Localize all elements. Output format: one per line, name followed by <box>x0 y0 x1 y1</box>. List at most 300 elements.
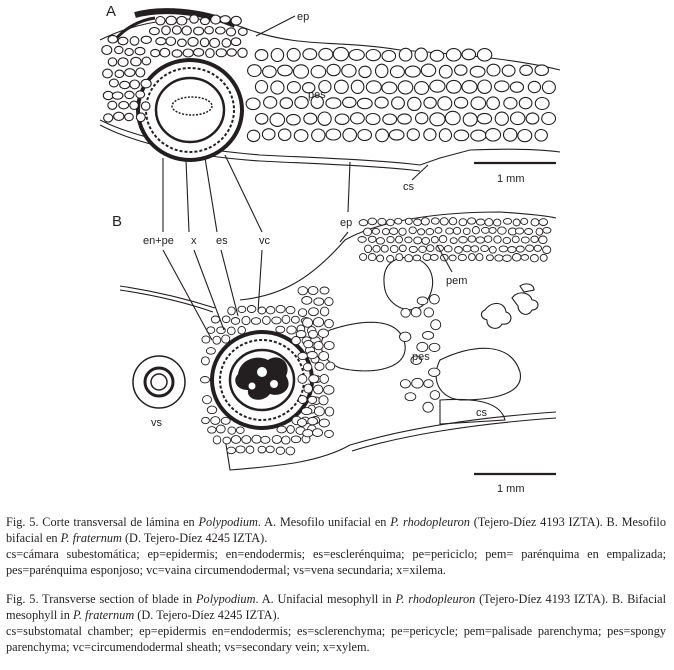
plant-cell <box>211 316 219 323</box>
plant-cell <box>476 237 484 243</box>
plant-cell <box>398 114 412 124</box>
plant-cell <box>160 48 170 57</box>
plant-cell <box>298 375 307 384</box>
plant-cell <box>454 130 469 141</box>
plant-cell <box>222 316 230 323</box>
plant-cell <box>489 227 496 233</box>
plant-cell <box>516 246 524 252</box>
plant-cell <box>278 65 293 76</box>
plant-cell <box>542 81 555 94</box>
plant-cell <box>409 246 417 252</box>
plant-cell <box>526 113 539 124</box>
plant-cell <box>535 98 549 110</box>
plant-cell <box>387 236 394 242</box>
label-scale-a: 1 mm <box>497 173 525 185</box>
plant-cell <box>383 114 397 125</box>
plant-cell <box>242 436 251 444</box>
plant-cell <box>426 229 434 235</box>
plant-cell <box>462 49 476 60</box>
plant-cell <box>298 309 306 317</box>
plant-cell <box>202 417 210 423</box>
caption-spanish-abbreviations: cs=cámara subestomática; ep=epidermis; en=endodermis; es=esclerénquima; pe=periciclo; pem= parénquima en empalizada; pes=parénquima esponjoso; vc=vaina circumendodermal; vs=vena secundaria; x=xilema. <box>6 547 666 577</box>
plant-cell <box>319 48 333 60</box>
plant-cell <box>368 218 377 225</box>
plant-cell <box>455 247 463 254</box>
plant-cell <box>504 98 517 109</box>
plant-cell <box>526 245 534 251</box>
plant-cell <box>266 307 275 314</box>
plant-cell <box>539 219 548 226</box>
plant-cell <box>430 254 438 260</box>
plant-cell <box>109 79 118 87</box>
plant-cell <box>495 81 509 92</box>
plant-cell <box>261 436 270 443</box>
plant-cell <box>287 48 300 61</box>
plant-cell <box>313 318 323 327</box>
plant-cell <box>373 245 380 252</box>
plant-cell <box>513 219 520 226</box>
plant-cell <box>351 113 365 124</box>
plant-cell <box>276 326 285 333</box>
plant-cell <box>320 307 329 316</box>
plant-cell <box>478 80 492 93</box>
plant-cell <box>131 57 141 66</box>
plant-cell <box>286 447 295 455</box>
plant-cell <box>424 308 434 317</box>
plant-cell <box>151 49 160 56</box>
plant-cell <box>271 49 283 62</box>
plant-cell <box>477 113 491 123</box>
plant-cell <box>251 318 260 325</box>
plant-cell <box>423 332 434 340</box>
plant-cell <box>118 58 128 67</box>
plant-cell <box>221 417 230 424</box>
plant-cell <box>421 218 429 225</box>
plant-cell <box>463 245 471 252</box>
plant-cell <box>308 396 317 403</box>
plant-cell <box>277 426 286 433</box>
plant-cell <box>495 255 503 261</box>
plant-cell <box>430 113 445 126</box>
plant-cell <box>486 129 501 141</box>
plant-cell <box>512 236 519 243</box>
plant-cell <box>319 419 329 427</box>
plant-cell <box>484 236 492 243</box>
plant-cell <box>216 49 226 57</box>
plant-cell <box>228 427 236 434</box>
plant-cell <box>294 130 308 142</box>
plant-cell <box>178 39 187 46</box>
plant-cell <box>512 253 521 261</box>
plant-cell <box>368 254 376 261</box>
plant-cell <box>256 114 268 125</box>
plant-cell <box>115 46 123 53</box>
plant-cell <box>226 28 235 36</box>
plant-cell <box>238 326 246 334</box>
plant-cell <box>115 70 124 77</box>
caption-spanish-title: Fig. 5. Corte transversal de lámina en Polypodium. A. Mesofilo unifacial en P. rhodopleuron (Tejero-Díez 4193 IZTA). B. Mesofilo bifacial en P. fraternum (D. Tejero-Díez 4245 IZTA). <box>6 515 666 545</box>
plant-cell <box>325 430 334 437</box>
plant-cell <box>494 219 501 226</box>
plant-cell <box>228 307 236 315</box>
plant-cell <box>211 417 220 425</box>
plant-cell <box>227 327 235 335</box>
plant-cell <box>325 407 334 416</box>
plant-cell <box>424 129 436 141</box>
plant-cell <box>531 219 539 226</box>
plant-cell <box>499 246 508 252</box>
plant-cell <box>238 48 247 57</box>
plant-cell <box>424 380 433 388</box>
plant-cell <box>503 255 512 262</box>
leader-ep-a <box>256 16 295 36</box>
plant-cell <box>427 245 434 252</box>
plant-cell <box>309 308 319 316</box>
plant-cell <box>468 218 476 224</box>
caption-english-abbreviations: cs=substomatal chamber; ep=epidermis en=endodermis; es=sclerenchyma; pe=pericycle; pem=palisade parenchyma; pes=spongy parenchyma; vc=circumendodermal sheath; vs=secondary vein; x=xylem. <box>6 624 666 654</box>
plant-cell <box>303 318 313 327</box>
plant-cell <box>521 255 529 261</box>
plant-cell <box>202 336 210 343</box>
label-vs: vs <box>151 417 162 429</box>
plant-cell <box>486 255 493 261</box>
plant-cell <box>309 375 319 383</box>
label-scale-b: 1 mm <box>497 483 525 495</box>
plant-cell <box>172 50 182 57</box>
plant-cell <box>440 218 448 225</box>
plant-cell <box>333 47 348 60</box>
plant-cell <box>190 15 199 23</box>
plant-cell <box>307 352 317 359</box>
plant-cell <box>540 254 547 261</box>
plant-cell <box>303 49 317 60</box>
plant-cell <box>177 16 187 25</box>
plant-cell <box>430 80 445 92</box>
plant-cell <box>252 435 261 443</box>
plant-cell <box>242 316 250 324</box>
plant-cell <box>494 236 501 243</box>
plant-cell <box>125 113 134 120</box>
plant-cell <box>296 331 306 338</box>
plant-cell <box>376 238 384 245</box>
plant-cell <box>203 396 212 404</box>
plant-cell <box>376 129 389 142</box>
plant-cell <box>247 130 259 141</box>
plant-cell <box>419 246 427 252</box>
plant-cell <box>503 218 511 224</box>
plant-cell <box>172 26 181 34</box>
plant-cell <box>319 396 328 405</box>
plant-cell <box>207 406 217 414</box>
plant-cell <box>423 402 433 412</box>
plant-cell <box>349 50 364 61</box>
plant-cell <box>471 246 479 252</box>
plant-cell <box>335 114 349 124</box>
plant-cell <box>298 287 308 295</box>
plant-cell <box>231 38 241 46</box>
plant-cell <box>534 245 541 251</box>
leader-cs-a <box>412 165 428 180</box>
plant-cell <box>136 68 145 77</box>
plant-cell <box>255 50 268 61</box>
plant-cell <box>282 436 290 444</box>
plant-cell <box>213 336 221 344</box>
plant-cell <box>166 16 176 25</box>
plant-cell <box>444 246 452 252</box>
plant-cell <box>201 357 209 365</box>
plant-cell <box>324 386 334 395</box>
plant-cell <box>418 229 425 235</box>
plant-cell <box>414 237 422 244</box>
plant-cell <box>542 113 556 125</box>
plant-cell <box>414 219 422 226</box>
plant-cell <box>415 48 427 61</box>
plant-cell <box>315 362 324 370</box>
plant-cell <box>246 98 260 110</box>
plant-cell <box>459 219 467 226</box>
plant-cell <box>504 128 517 141</box>
plant-cell <box>313 429 323 437</box>
plant-cell <box>521 237 529 243</box>
plant-cell <box>270 113 285 126</box>
plant-cell <box>382 82 397 94</box>
label-cs-a: cs <box>403 181 414 193</box>
plant-cell <box>266 446 274 453</box>
plant-cell <box>485 219 493 226</box>
plant-cell <box>279 129 291 141</box>
plant-cell <box>302 408 312 415</box>
plant-cell <box>211 15 221 24</box>
plant-cell <box>327 64 340 75</box>
plant-cell <box>424 97 436 108</box>
plant-cell <box>535 65 548 76</box>
plant-cell <box>304 384 313 393</box>
plant-cell <box>463 228 470 234</box>
plant-cell <box>201 17 210 24</box>
plant-cell <box>471 97 486 110</box>
plant-cell <box>231 318 239 325</box>
plant-cell <box>481 245 489 251</box>
plant-cell <box>308 417 318 424</box>
label-x: x <box>191 235 197 247</box>
plant-cell <box>525 229 533 235</box>
plant-cell <box>318 329 328 337</box>
panel-b-letter: B <box>112 213 123 230</box>
label-vc: vc <box>259 235 270 247</box>
plant-cell <box>520 65 533 75</box>
plant-cell <box>216 27 226 34</box>
plant-cell <box>519 97 532 108</box>
plant-cell <box>263 66 277 78</box>
plant-cell <box>222 39 231 48</box>
plant-cell <box>518 130 532 142</box>
plant-cell <box>429 343 440 351</box>
plant-cell <box>125 49 133 56</box>
label-en-pe: en+pe <box>143 235 174 247</box>
plant-cell <box>502 65 515 76</box>
plant-cell <box>319 352 329 361</box>
plant-cell <box>399 245 406 252</box>
plant-cell <box>365 245 372 253</box>
plant-cell <box>400 380 410 388</box>
plant-cell <box>503 237 511 243</box>
plant-cell <box>200 38 209 47</box>
plant-cell <box>382 228 389 234</box>
plant-cell <box>255 81 267 94</box>
plant-cell <box>298 419 307 427</box>
plant-cell <box>114 112 124 120</box>
plant-cell <box>392 97 405 109</box>
plant-cell <box>521 218 528 224</box>
plant-cell <box>510 82 523 92</box>
plant-cell <box>430 391 440 400</box>
plant-cell <box>141 36 151 43</box>
plant-cell <box>280 98 292 109</box>
plant-cell <box>141 79 151 88</box>
plant-cell <box>377 255 384 262</box>
plant-cell <box>382 51 396 62</box>
plant-cell <box>409 227 416 234</box>
plant-cell <box>342 65 356 78</box>
plant-cell <box>208 427 216 434</box>
plant-cell <box>136 91 145 98</box>
plant-cell <box>396 236 403 243</box>
plant-cell <box>291 436 300 443</box>
plant-cell <box>314 385 323 394</box>
plant-cell <box>487 97 500 110</box>
plant-cell <box>276 305 285 312</box>
plant-cell <box>423 254 431 261</box>
plant-cell <box>468 236 476 242</box>
label-ep-mid: ep <box>340 217 353 229</box>
plant-cell <box>320 287 329 294</box>
plant-cell <box>405 66 420 77</box>
plant-cell <box>294 65 309 78</box>
plant-cell <box>162 26 171 35</box>
plant-cell <box>458 254 466 260</box>
plant-cell <box>302 297 312 305</box>
plant-cell <box>120 81 130 88</box>
plant-cell <box>318 112 331 125</box>
plant-cell <box>258 446 266 453</box>
plant-cell <box>325 319 334 327</box>
plant-cell <box>206 348 215 355</box>
plant-cell <box>482 227 490 233</box>
plant-cell <box>311 66 326 78</box>
plant-cell <box>103 69 113 78</box>
plant-cell <box>108 58 117 66</box>
plant-cell <box>314 298 324 305</box>
plant-cell <box>119 102 129 109</box>
plant-cell <box>130 37 139 46</box>
plant-cell <box>304 113 317 124</box>
plant-cell <box>489 246 496 253</box>
plant-cell <box>389 130 404 140</box>
plant-cell <box>389 228 397 235</box>
plant-cell <box>298 396 307 404</box>
plant-cell <box>303 430 313 437</box>
label-pem: pem <box>446 275 468 287</box>
label-cs-b: cs <box>476 407 487 419</box>
plant-cell <box>405 255 413 262</box>
plant-cell <box>276 447 285 454</box>
plant-cell <box>247 306 256 313</box>
plant-cell <box>282 315 290 323</box>
plant-cell <box>455 97 468 108</box>
plant-cell <box>422 237 430 244</box>
plant-cell <box>359 66 371 77</box>
plant-cell <box>511 112 525 125</box>
plant-cell <box>381 245 388 252</box>
plant-cell <box>528 81 540 92</box>
plant-cell <box>298 352 308 359</box>
plant-cell <box>476 219 484 225</box>
plant-cell <box>430 50 444 61</box>
plant-cell <box>303 363 311 371</box>
plant-cell <box>407 129 419 141</box>
plant-cell <box>286 306 295 313</box>
plant-cell <box>477 49 491 61</box>
plant-cell <box>130 80 140 89</box>
plant-cell <box>272 435 281 443</box>
plant-cell <box>372 228 379 234</box>
plant-cell <box>325 298 333 306</box>
plant-cell <box>530 255 538 262</box>
plant-cell <box>183 49 193 57</box>
plant-cell <box>130 101 139 109</box>
plant-cell <box>263 316 271 324</box>
label-pes-b: pes <box>412 351 430 363</box>
plant-cell <box>118 37 128 45</box>
plant-cell <box>324 341 334 349</box>
plant-cell <box>358 237 366 243</box>
plant-cell <box>515 228 523 234</box>
plant-cell <box>455 65 467 75</box>
plant-cell <box>287 326 297 334</box>
panel-a-letter: A <box>106 3 117 20</box>
plant-cell <box>400 332 411 341</box>
plant-cell <box>396 254 403 261</box>
plant-cell <box>405 218 412 224</box>
plant-cell <box>112 92 123 99</box>
plant-cell <box>476 254 483 261</box>
plant-cell <box>376 64 388 77</box>
plant-cell <box>399 48 412 61</box>
plant-cell <box>262 129 275 140</box>
plant-cell <box>335 80 349 93</box>
plant-cell <box>287 82 300 93</box>
plant-cell <box>359 220 368 226</box>
plant-cell <box>314 341 323 349</box>
plant-cell <box>210 38 220 47</box>
plant-cell <box>472 227 479 234</box>
plant-cell <box>231 436 240 444</box>
plant-cell <box>449 255 456 261</box>
plant-cell <box>415 82 429 95</box>
plant-cell <box>453 227 460 234</box>
plant-cell <box>287 114 301 125</box>
plant-cell <box>431 218 439 224</box>
plant-cell <box>430 294 440 304</box>
plant-cell <box>417 297 428 305</box>
plant-cell <box>462 81 477 94</box>
plant-cell <box>201 377 210 383</box>
plant-cell <box>429 368 440 376</box>
plant-cell <box>246 446 254 453</box>
plant-cell <box>378 218 386 225</box>
plant-cell <box>469 254 476 261</box>
plant-cell <box>399 228 406 235</box>
